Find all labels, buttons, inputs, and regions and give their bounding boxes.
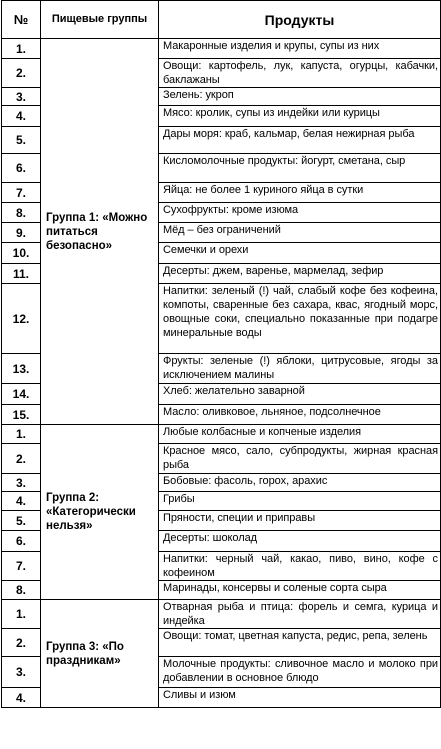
group-label: Группа 1: «Можно питаться безопасно» xyxy=(41,39,159,425)
group-label: Группа 2: «Категорически нельзя» xyxy=(41,425,159,600)
product-description: Сухофрукты: кроме изюма xyxy=(159,203,441,223)
row-number: 7. xyxy=(2,183,41,203)
row-number: 1. xyxy=(2,425,41,444)
product-description: Напитки: зеленый (!) чай, слабый кофе без кофеина, компоты, сваренные без сахара, квас, ягодный морс, овощные соки, специально показанные при подагре минеральные воды xyxy=(159,284,441,354)
column-header-num: № xyxy=(2,1,41,39)
row-number: 4. xyxy=(2,688,41,708)
row-number: 2. xyxy=(2,444,41,474)
row-number: 10. xyxy=(2,243,41,264)
product-description: Десерты: шоколад xyxy=(159,531,441,552)
product-description: Дары моря: краб, кальмар, белая нежирная рыба xyxy=(159,127,441,154)
product-description: Масло: оливковое, льняное, подсолнечное xyxy=(159,405,441,425)
product-description: Сливы и изюм xyxy=(159,688,441,708)
row-number: 3. xyxy=(2,657,41,688)
column-header-products: Продукты xyxy=(159,1,441,39)
product-description: Красное мясо, сало, субпродукты, жирная красная рыба xyxy=(159,444,441,474)
row-number: 2. xyxy=(2,59,41,88)
row-number: 2. xyxy=(2,629,41,657)
product-description: Макаронные изделия и крупы, супы из них xyxy=(159,39,441,59)
product-description: Кисломолочные продукты: йогурт, сметана, сыр xyxy=(159,154,441,183)
row-number: 4. xyxy=(2,106,41,127)
row-number: 5. xyxy=(2,127,41,154)
product-description: Маринады, консервы и соленые сорта сыра xyxy=(159,581,441,600)
product-description: Овощи: томат, цветная капуста, редис, репа, зелень xyxy=(159,629,441,657)
product-description: Мёд – без ограничений xyxy=(159,223,441,243)
product-description: Пряности, специи и приправы xyxy=(159,511,441,531)
row-number: 8. xyxy=(2,203,41,223)
row-number: 12. xyxy=(2,284,41,354)
product-description: Овощи: картофель, лук, капуста, огурцы, кабачки, баклажаны xyxy=(159,59,441,88)
product-description: Грибы xyxy=(159,492,441,511)
row-number: 14. xyxy=(2,384,41,405)
row-number: 7. xyxy=(2,552,41,581)
row-number: 1. xyxy=(2,39,41,59)
row-number: 11. xyxy=(2,264,41,284)
row-number: 8. xyxy=(2,581,41,600)
group-label: Группа 3: «По праздникам» xyxy=(41,600,159,708)
product-description: Молочные продукты: сливочное масло и молоко при добавлении в основное блюдо xyxy=(159,657,441,688)
column-header-groups: Пищевые группы xyxy=(41,1,159,39)
row-number: 13. xyxy=(2,354,41,384)
row-number: 1. xyxy=(2,600,41,629)
product-description: Фрукты: зеленые (!) яблоки, цитрусовые, ягоды за исключением малины xyxy=(159,354,441,384)
table-row xyxy=(2,39,441,59)
row-number: 6. xyxy=(2,154,41,183)
table-row xyxy=(2,425,441,444)
product-description: Хлеб: желательно заварной xyxy=(159,384,441,405)
row-number: 6. xyxy=(2,531,41,552)
table-row xyxy=(2,600,441,629)
row-number: 15. xyxy=(2,405,41,425)
table-header-row xyxy=(2,1,441,39)
product-description: Любые колбасные и копченые изделия xyxy=(159,425,441,444)
product-description: Мясо: кролик, супы из индейки или курицы xyxy=(159,106,441,127)
product-description: Отварная рыба и птица: форель и семга, курица и индейка xyxy=(159,600,441,629)
product-description: Зелень: укроп xyxy=(159,88,441,106)
product-description: Семечки и орехи xyxy=(159,243,441,264)
product-description: Бобовые: фасоль, горох, арахис xyxy=(159,474,441,492)
food-groups-table xyxy=(1,0,441,708)
product-description: Яйца: не более 1 куриного яйца в сутки xyxy=(159,183,441,203)
row-number: 9. xyxy=(2,223,41,243)
row-number: 3. xyxy=(2,88,41,106)
row-number: 4. xyxy=(2,492,41,511)
product-description: Десерты: джем, варенье, мармелад, зефир xyxy=(159,264,441,284)
row-number: 3. xyxy=(2,474,41,492)
product-description: Напитки: черный чай, какао, пиво, вино, кофе с кофеином xyxy=(159,552,441,581)
row-number: 5. xyxy=(2,511,41,531)
table-body xyxy=(2,39,441,708)
